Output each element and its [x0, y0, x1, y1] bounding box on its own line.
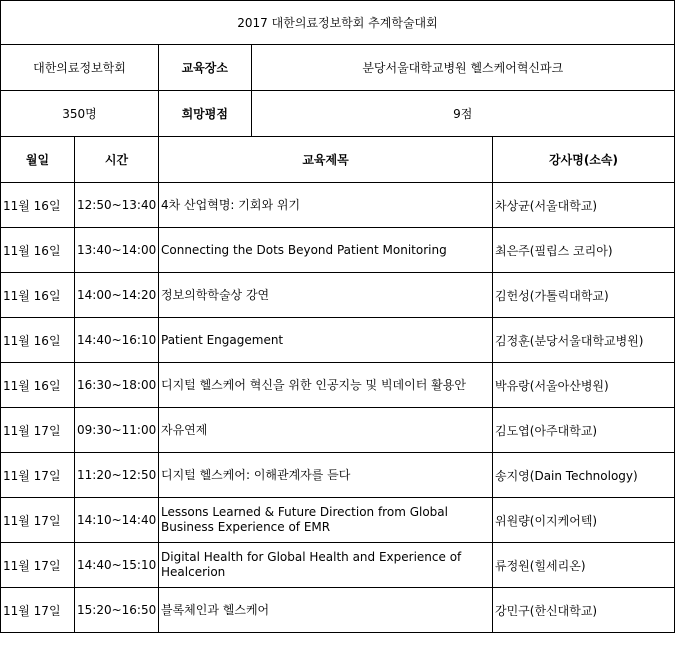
session-speaker: 박유랑(서울아산병원) — [493, 363, 675, 408]
session-time: 15:20~16:50 — [75, 588, 159, 633]
session-time: 16:30~18:00 — [75, 363, 159, 408]
session-speaker: 위원량(이지케어텍) — [493, 498, 675, 543]
session-topic: Connecting the Dots Beyond Patient Monitoring — [159, 228, 493, 273]
table-row — [1, 228, 675, 273]
session-date: 11월 17일 — [1, 453, 75, 498]
session-date: 11월 16일 — [1, 273, 75, 318]
capacity-row — [1, 91, 675, 137]
session-speaker: 강민구(한신대학교) — [493, 588, 675, 633]
header-date: 월일 — [1, 137, 75, 183]
venue-value: 분당서울대학교병원 헬스케어혁신파크 — [362, 61, 564, 75]
header-time: 시간 — [75, 137, 159, 183]
table-row — [1, 363, 675, 408]
table-row — [1, 273, 675, 318]
table-row — [1, 408, 675, 453]
session-topic: 정보의학학술상 강연 — [159, 273, 493, 318]
session-topic: Digital Health for Global Health and Experience of Healcerion — [159, 543, 493, 588]
session-speaker: 김정훈(분당서울대학교병원) — [493, 318, 675, 363]
venue-row — [1, 45, 675, 91]
table-row — [1, 543, 675, 588]
session-speaker: 최은주(필립스 코리아) — [493, 228, 675, 273]
table-row — [1, 588, 675, 633]
organizer-cell: 대한의료정보학회 — [1, 45, 159, 91]
session-speaker: 김헌성(가톨릭대학교) — [493, 273, 675, 318]
session-time: 14:00~14:20 — [75, 273, 159, 318]
table-row — [1, 183, 675, 228]
header-topic: 교육제목 — [159, 137, 493, 183]
session-speaker: 송지영(Dain Technology) — [493, 453, 675, 498]
header-row — [1, 137, 675, 183]
session-time: 12:50~13:40 — [75, 183, 159, 228]
session-date: 11월 16일 — [1, 183, 75, 228]
event-title: 2017 대한의료정보학회 추계학술대회 — [1, 1, 675, 45]
credit-value: 9점 — [453, 107, 473, 121]
session-speaker: 김도엽(아주대학교) — [493, 408, 675, 453]
session-topic: 4차 산업혁명: 기회와 위기 — [159, 183, 493, 228]
capacity-cell: 350명 — [1, 91, 159, 137]
table-row — [1, 453, 675, 498]
session-date: 11월 17일 — [1, 543, 75, 588]
table-row — [1, 318, 675, 363]
session-date: 11월 16일 — [1, 228, 75, 273]
session-speaker: 차상균(서울대학교) — [493, 183, 675, 228]
table-row — [1, 498, 675, 543]
session-date: 11월 16일 — [1, 318, 75, 363]
venue-label: 교육장소 — [159, 45, 251, 90]
session-topic: 디지털 헬스케어 혁신을 위한 인공지능 및 빅데이터 활용안 — [159, 363, 493, 408]
session-date: 11월 16일 — [1, 363, 75, 408]
session-time: 13:40~14:00 — [75, 228, 159, 273]
credit-label: 희망평점 — [159, 91, 251, 136]
session-time: 11:20~12:50 — [75, 453, 159, 498]
session-time: 14:40~16:10 — [75, 318, 159, 363]
session-time: 14:40~15:10 — [75, 543, 159, 588]
session-date: 11월 17일 — [1, 408, 75, 453]
session-date: 11월 17일 — [1, 498, 75, 543]
session-speaker: 류정원(힐세리온) — [493, 543, 675, 588]
session-topic: Lessons Learned & Future Direction from Global Business Experience of EMR — [159, 498, 493, 543]
session-date: 11월 17일 — [1, 588, 75, 633]
session-topic: 자유연제 — [159, 408, 493, 453]
title-row — [1, 1, 675, 45]
session-time: 09:30~11:00 — [75, 408, 159, 453]
session-topic: 디지털 헬스케어: 이해관계자를 듣다 — [159, 453, 493, 498]
session-topic: 블록체인과 헬스케어 — [159, 588, 493, 633]
header-speaker: 강사명(소속) — [493, 137, 675, 183]
session-topic: Patient Engagement — [159, 318, 493, 363]
session-time: 14:10~14:40 — [75, 498, 159, 543]
